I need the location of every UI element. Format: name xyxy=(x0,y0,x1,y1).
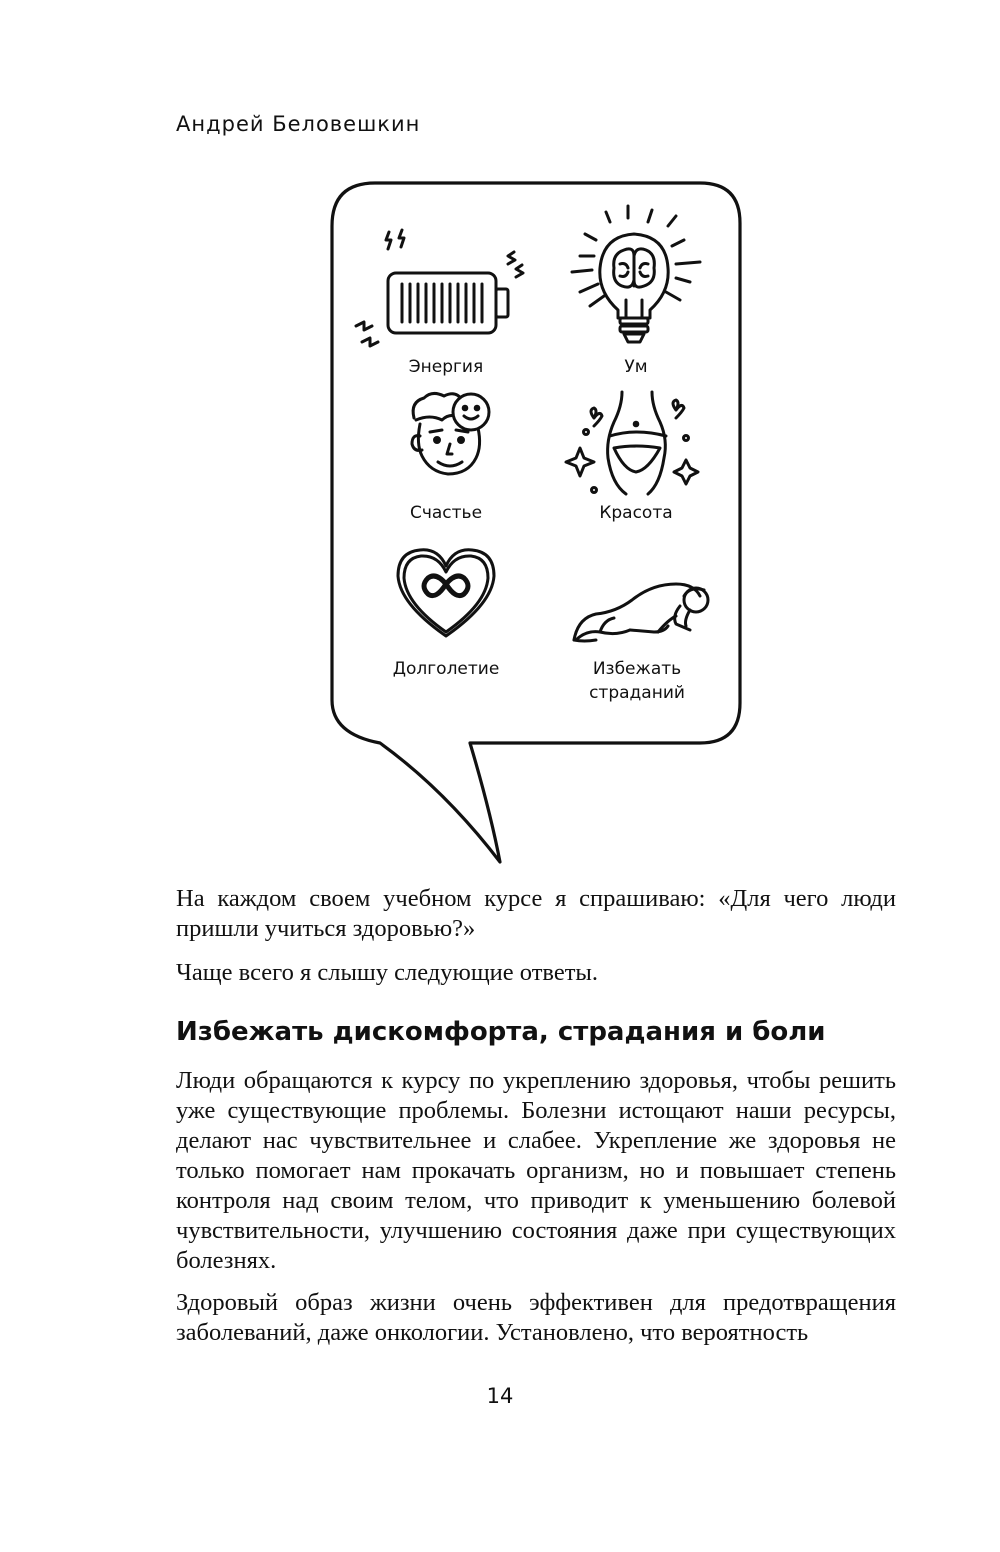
section-paragraph-2: Здоровый образ жизни очень эффективен для предотвращения заболеваний, даже онкологии. Установлено, что вероятность xyxy=(176,1289,896,1346)
infinity-heart-icon xyxy=(398,550,494,636)
label-energy: Энергия xyxy=(408,357,484,377)
intro-paragraph-2: Чаще всего я слышу следующие ответы. xyxy=(176,959,599,986)
page-number: 14 xyxy=(486,1384,514,1408)
battery-icon xyxy=(356,230,523,346)
section-paragraph-1: Люди обращаются к курсу по укреплению здоровья, чтобы решить уже существующие проблемы. Болезни истощают наши ресурсы, делают нас чувствительнее и слабее. Укрепление же здоровья не только помогает нам прокачать организм, но и повышает степень контроля над своим телом, что приводит к уменьшению болевой чувствительности, улучшению состояния даже при существующих болезнях. xyxy=(176,1067,896,1274)
running-head-author: Андрей Беловешкин xyxy=(176,112,421,136)
smiling-face-icon xyxy=(412,393,489,474)
intro-paragraph-1: На каждом своем учебном курсе я спрашиваю: «Для чего люди пришли учиться здоровью?» xyxy=(176,885,896,942)
label-longevity: Долголетие xyxy=(392,659,500,679)
label-mind: Ум xyxy=(624,357,648,377)
label-happiness: Счастье xyxy=(409,503,483,523)
label-avoid-suffering: Избежать страданий xyxy=(589,659,685,703)
kneeling-person-icon xyxy=(574,584,708,641)
lightbulb-brain-icon xyxy=(572,206,700,342)
section-heading: Избежать дискомфорта, страдания и боли xyxy=(176,1017,826,1047)
body-figure-icon xyxy=(566,392,698,494)
label-beauty: Красота xyxy=(599,503,673,523)
